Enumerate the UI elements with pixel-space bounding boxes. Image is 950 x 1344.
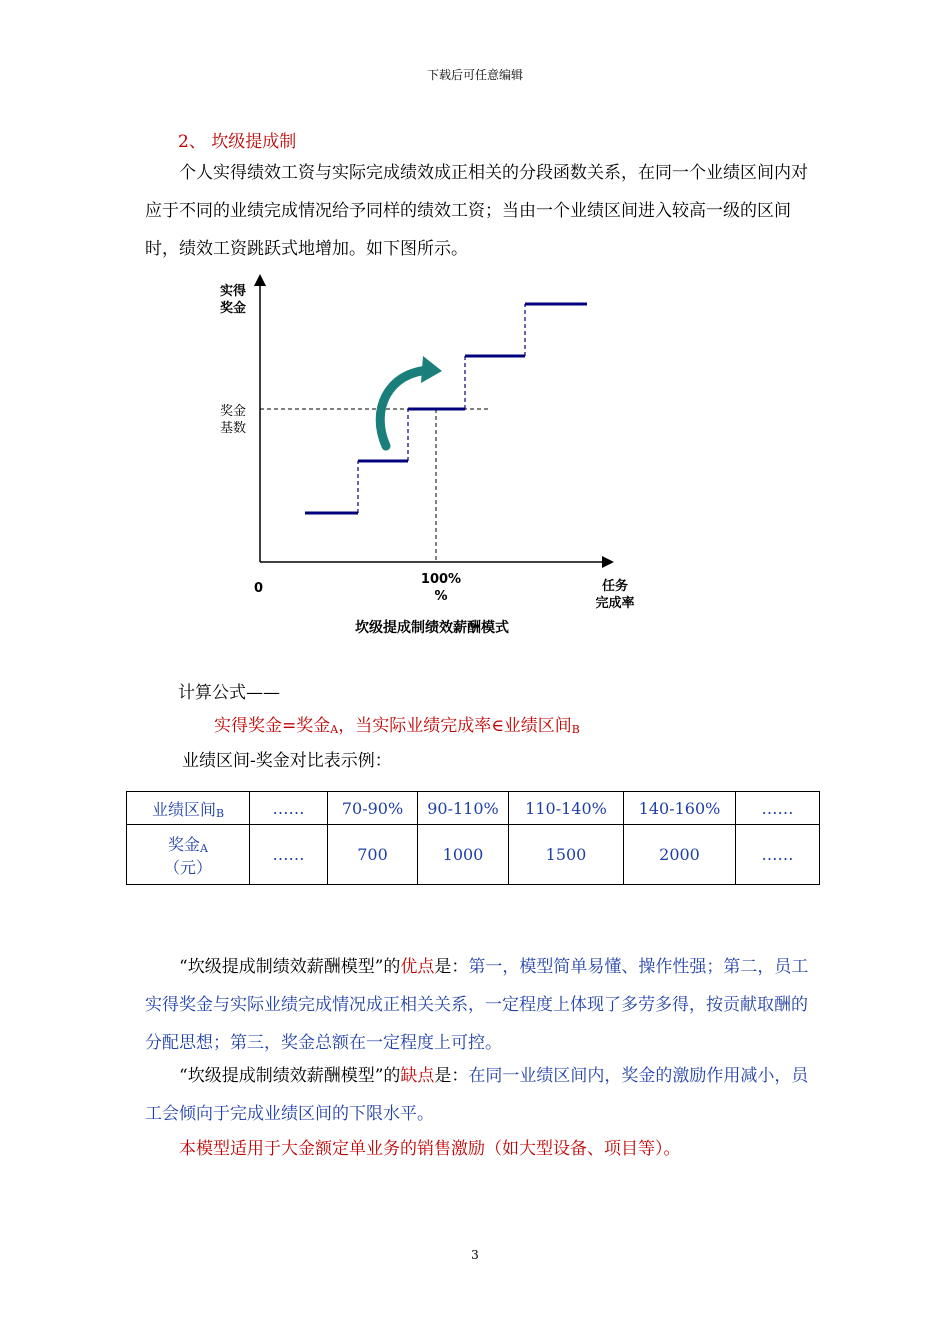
y-axis-label-line1: 实得 (220, 284, 247, 299)
range-cell-4: 140-160% (624, 792, 736, 825)
bonus-cell-1: 700 (328, 825, 418, 885)
table-row-bonuses (127, 825, 820, 885)
origin-label: 0 (254, 581, 264, 596)
range-header-sub: B (215, 806, 225, 820)
pros-paragraph (145, 948, 810, 1062)
range-header-cell (127, 792, 250, 825)
bonus-header-cell (127, 825, 250, 885)
pros-mid: 是： (434, 957, 469, 977)
applicability-paragraph: 本模型适用于大金额定单业务的销售激励（如大型设备、项目等）。 (179, 1139, 681, 1159)
bonus-header-sub: A (200, 841, 208, 855)
formula-sub-a: A (330, 723, 339, 736)
bonus-header: 奖金 (168, 834, 201, 854)
formula-left: 实得奖金=奖金 (214, 716, 331, 736)
chart-caption: 坎级提成制绩效薪酬模式 (355, 620, 509, 636)
range-ellipsis-right: …… (736, 792, 820, 825)
pros-text: 第一，模型简单易懂、操作性强；第二，员工实得奖金与实际业绩完成情况成正相关关系，一定程度上体现了多劳多得，按贡献取酬的分配思想；第三，奖金总额在一定程度上可控。 (145, 957, 809, 1053)
cons-paragraph (145, 1057, 810, 1133)
range-bonus-table (126, 791, 820, 885)
bonus-base-label-line1: 奖金 (220, 404, 247, 419)
jump-arrow-head-icon (421, 356, 442, 383)
pros-key: 优点 (400, 957, 435, 977)
range-cell-1: 70-90% (328, 792, 418, 825)
range-header: 业绩区间 (151, 799, 216, 819)
section-heading: 2、 坎级提成制 (178, 132, 297, 152)
chart-svg (210, 270, 640, 650)
cons-key: 缺点 (400, 1066, 435, 1086)
intro-paragraph: 个人实得绩效工资与实际完成绩效成正相关的分段函数关系，在同一个业绩区间内对应于不同的业绩完成情况给予同样的绩效工资；当由一个业绩区间进入较高一级的区间时，绩效工资跳跃式地增加。如下图所示。 (145, 163, 808, 259)
range-ellipsis-left: …… (250, 792, 328, 825)
bonus-ellipsis-left: …… (250, 825, 328, 885)
cons-mid: 是： (434, 1066, 469, 1086)
formula-middle: ，当实际业绩完成率∈业绩区间 (338, 716, 572, 736)
bonus-cell-3: 1500 (509, 825, 624, 885)
page-header: 下载后可任意编辑 (426, 68, 523, 82)
x-tick-100-line1: 100% (420, 572, 462, 587)
bonus-cell-4: 2000 (624, 825, 736, 885)
range-cell-3: 110-140% (509, 792, 624, 825)
y-axis-label-line2: 奖金 (220, 301, 247, 316)
cons-text: 在同一业绩区间内，奖金的激励作用减小，员工会倾向于完成业绩区间的下限水平。 (145, 1066, 809, 1124)
pros-lead: “坎级提成制绩效薪酬模型”的 (179, 957, 401, 977)
bonus-header-unit: （元） (163, 857, 212, 877)
bonus-cell-2: 1000 (418, 825, 509, 885)
x-tick-100-line2: % (434, 589, 448, 604)
range-cell-2: 90-110% (418, 792, 509, 825)
table-row-ranges (127, 792, 820, 825)
step-bonus-chart (210, 270, 640, 650)
bonus-base-label-line2: 基数 (220, 421, 247, 436)
formula-sub-b: B (571, 723, 580, 736)
formula (214, 711, 580, 736)
x-axis-label-line1: 任务 (601, 579, 629, 594)
page-number: 3 (471, 1248, 479, 1262)
table-note: 业绩区间-奖金对比表示例： (182, 751, 392, 771)
bonus-ellipsis-right: …… (736, 825, 820, 885)
cons-lead: “坎级提成制绩效薪酬模型”的 (179, 1066, 401, 1086)
formula-label: 计算公式—— (178, 683, 280, 703)
x-axis-label-line2: 完成率 (595, 596, 635, 611)
